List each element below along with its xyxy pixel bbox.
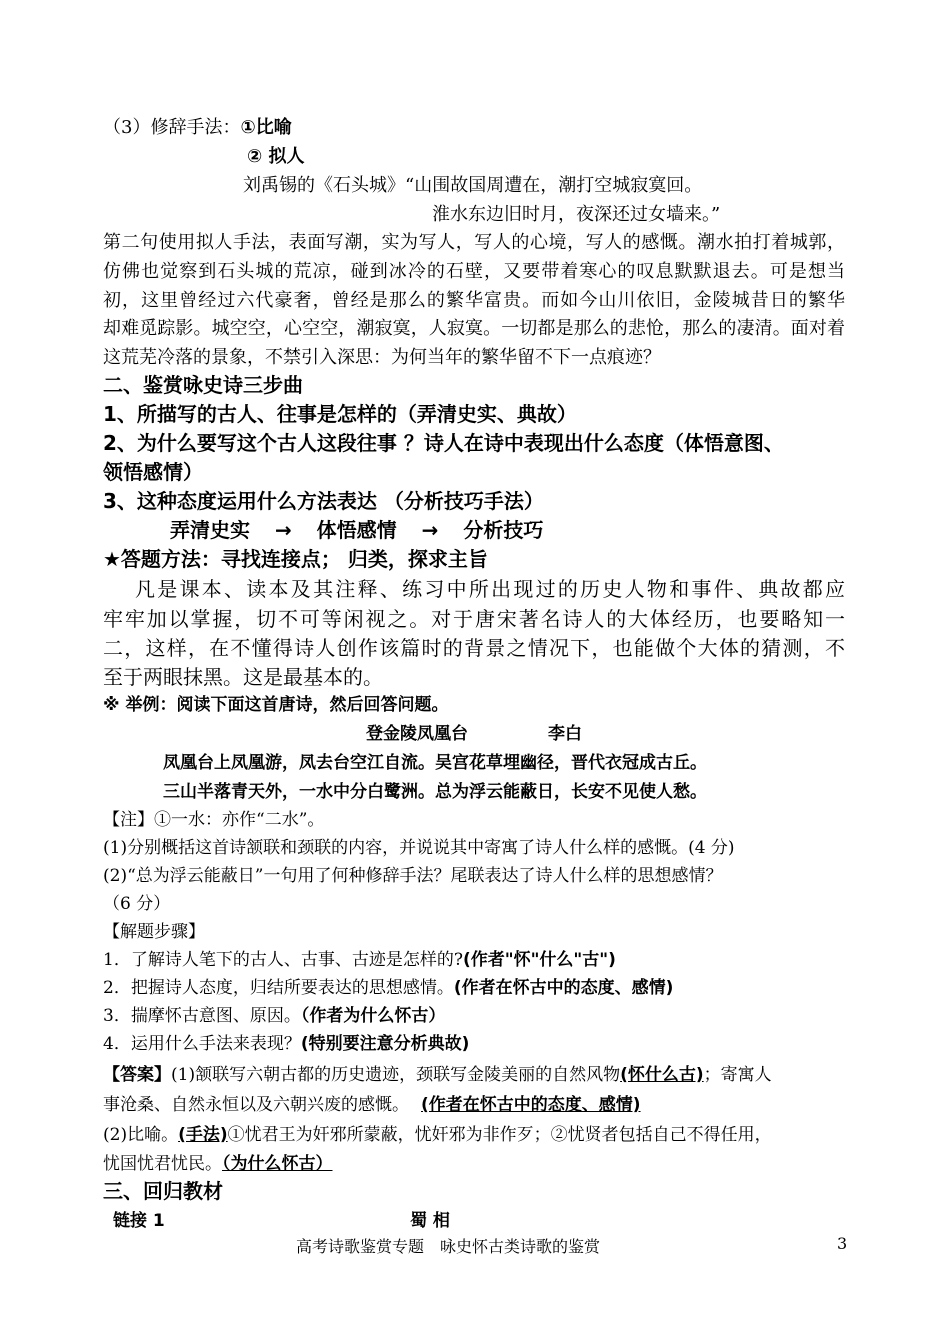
poem-note: 【注】①一水：亦作“二水”。: [103, 810, 325, 830]
page-number: 3: [837, 1234, 848, 1253]
question-2-line-1: (2)“总为浮云能蔽日”一句用了何种修辞手法？尾联表达了诗人什么样的思想感情？: [103, 866, 723, 886]
solution-step-2: 2．把握诗人态度，归结所要表达的思想感情。(作者在怀古中的态度、感情): [103, 978, 674, 998]
analysis-line-2: 仿佛也觉察到石头城的荒凉，碰到冰冷的石壁，又要带着寒心的叹息默默退去。可是想当: [103, 261, 845, 282]
step-2-line-1: 2、为什么要写这个古人这段往事 ？诗人在诗中表现出什么态度（体悟意图、: [103, 431, 784, 455]
section-3-heading: 三、回归教材: [103, 1179, 223, 1203]
answer-label: 【答案】: [103, 1065, 171, 1085]
analysis-line-1: 第二句使用拟人手法，表面写潮，实为写人，写人的心境，写人的感慨。潮水拍打着城郭，: [103, 232, 845, 253]
step-1: 1、所描写的古人、往事是怎样的（弄清史实、典故）: [103, 402, 577, 426]
analysis-line-4: 却难觅踪影。城空空，心空空，潮寂寞，人寂寞。一切都是那么的悲怆，那么的凄清。面对着: [103, 318, 845, 339]
poem-author: 李白: [548, 724, 582, 744]
link-title: 蜀 相: [410, 1211, 450, 1231]
answer-method: ★答题方法：寻找连接点； 归类，探求主旨: [103, 547, 488, 571]
question-2-line-2: （6 分）: [103, 894, 171, 914]
para-line-2: 牢牢加以掌握，切不可等闲视之。对于唐宋著名诗人的大体经历，也要略知一: [103, 607, 845, 631]
poem-line-1: 凤凰台上凤凰游，凤去台空江自流。吴宫花草埋幽径，晋代衣冠成古丘。: [163, 753, 707, 773]
analysis-line-3: 初，这里曾经过六代豪奢，曾经是那么的繁华富贵。而如今山川依旧，金陵城昔日的繁华: [103, 290, 845, 311]
step-3: 3、这种态度运用什么方法表达 （分析技巧手法）: [103, 489, 544, 513]
poem-title: 登金陵凤凰台: [366, 724, 468, 744]
steps-heading: 【解题步骤】: [103, 922, 205, 942]
answer-1-line-1: 【答案】(1)颔联写六朝古都的历史遗迹，颈联写金陵美丽的自然风物(怀什么古)；寄寓人: [103, 1065, 772, 1085]
solution-step-4: 4．运用什么手法来表现？(特别要注意分析典故): [103, 1034, 470, 1054]
flow-line: 弄清史实 → 体悟感情 → 分析技巧: [170, 518, 544, 542]
answer-2-line-1: (2)比喻。(手法)①忧君王为奸邪所蒙蔽，忧奸邪为非作歹；②忧贤者包括自己不得任用，: [103, 1125, 772, 1145]
rhetoric-item-metaphor: ①比喻: [240, 117, 292, 138]
section-2-heading: 二、鉴赏咏史诗三步曲: [103, 373, 303, 397]
para-line-4: 至于两眼抹黑。这是最基本的。: [103, 665, 383, 689]
example-poem-line-2: 淮水东边旧时月，夜深还过女墙来。”: [432, 204, 721, 225]
question-1: (1)分别概括这首诗颔联和颈联的内容，并说说其中寄寓了诗人什么样的感慨。(4 分): [103, 838, 735, 858]
analysis-line-5: 这荒芜冷落的景象，不禁引入深思：为何当年的繁华留不下一点痕迹？: [103, 347, 661, 368]
example-poem-line-1: 刘禹锡的《石头城》“山围故国周遭在，潮打空城寂寞回。: [243, 175, 703, 196]
para-line-3: 二，这样，在不懂得诗人创作该篇时的背景之情况下，也能做个大体的猜测，不: [103, 636, 845, 660]
rhetoric-label: （3）修辞手法：: [103, 117, 241, 138]
answer-2-line-2: 忧国忧君忧民。（为什么怀古）: [103, 1154, 333, 1174]
solution-step-3: 3．揣摩怀古意图、原因。（作者为什么怀古）: [103, 1006, 446, 1026]
rhetoric-line: [103, 113, 292, 139]
link-label: 链接 1: [113, 1211, 165, 1231]
answer-1-line-2: 事沧桑、自然永恒以及六朝兴废的感慨。 (作者在怀古中的态度、感情): [103, 1095, 641, 1115]
solution-step-1: 1．了解诗人笔下的古人、古事、古迹是怎样的?(作者"怀"什么"古"): [103, 950, 616, 970]
rhetoric-item-personification: ② 拟人: [247, 146, 305, 167]
para-line-1: 凡是课本、读本及其注释、练习中所出现过的历史人物和事件、典故都应: [135, 577, 845, 601]
poem-line-2: 三山半落青天外，一水中分白鹭洲。总为浮云能蔽日，长安不见使人愁。: [163, 782, 707, 802]
example-intro: ※ 举例：阅读下面这首唐诗，然后回答问题。: [103, 695, 449, 715]
footer-title: 高考诗歌鉴赏专题 咏史怀古类诗歌的鉴赏: [296, 1237, 601, 1256]
step-2-line-2: 领悟感情）: [103, 460, 203, 484]
